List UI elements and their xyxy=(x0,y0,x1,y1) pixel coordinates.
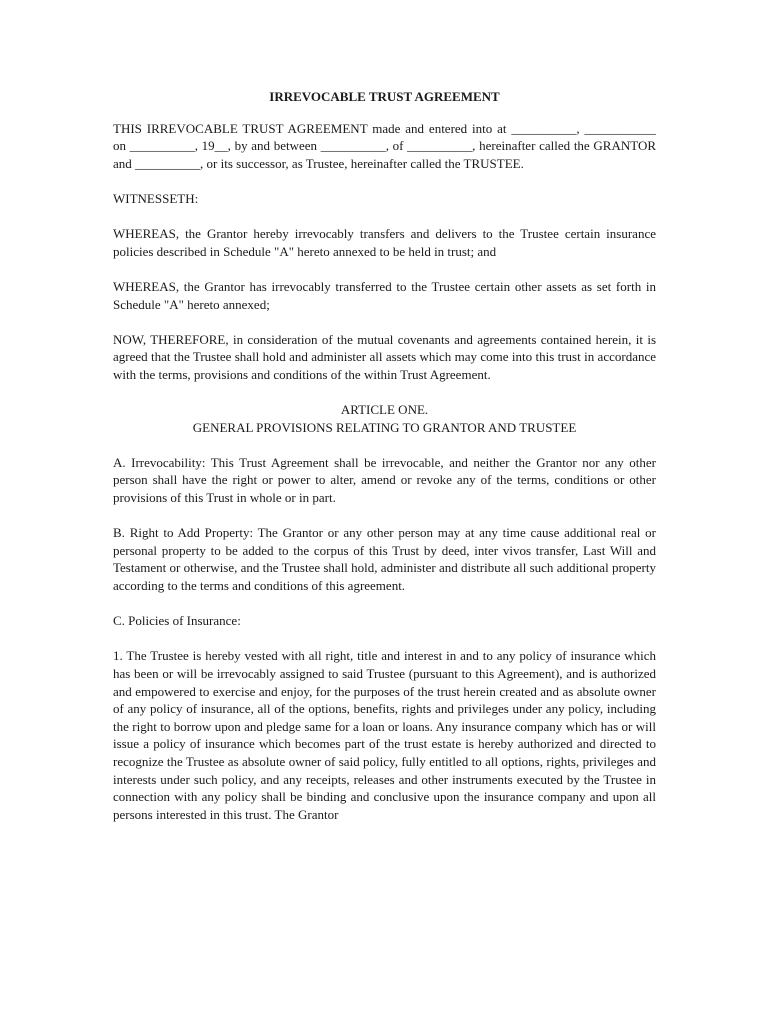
document-title: IRREVOCABLE TRUST AGREEMENT xyxy=(269,89,500,104)
document-page xyxy=(113,88,656,823)
article-title: GENERAL PROVISIONS RELATING TO GRANTOR AND TRUSTEE xyxy=(192,419,577,435)
paragraph-1-trustee-vested: 1. The Trustee is hereby vested with all right, title and interest in and to any policy of insurance which has been or will be irrevocably assigned to said Trustee (pursuant to this Agreement), and is authorized and empowered to exercise and enjoy, for the purposes of the trust herein created and as absolute owner of any policy of insurance, all of the options, benefits, rights and privileges under any policy, including the right to borrow upon and pledge same for a loan or loans. Any insurance company which has or will issue a policy of insurance which becomes part of the trust estate is hereby authorized and directed to recognize the Trustee as absolute owner of said policy, fully entitled to all options, rights, privileges and interests under such policy, and any receipts, releases and other instruments executed by the Trustee in connection with any policy shall be binding and conclusive upon the insurance company and upon all persons interested in this trust. The Grantor xyxy=(113,648,656,822)
section-b-right-to-add-property: B. Right to Add Property: The Grantor or any other person may at any time cause additional real or personal property to be added to the corpus of this Trust by deed, inter vivos transfer, Last Will and Testament or otherwise, and the Trustee shall hold, administer and distribute all such additional property according to the terms and conditions of this agreement. xyxy=(113,525,656,594)
now-therefore-paragraph: NOW, THEREFORE, in consideration of the mutual covenants and agreements contained herein, it is agreed that the Trustee shall hold and administer all assets which may come into this trust in accordance with the terms, provisions and conditions of the within Trust Agreement. xyxy=(113,331,656,382)
article-one-heading xyxy=(113,401,656,436)
witnesseth-heading: WITNESSETH: xyxy=(113,190,199,206)
section-c-policies-heading: C. Policies of Insurance: xyxy=(113,613,241,629)
whereas-paragraph-2: WHEREAS, the Grantor has irrevocably transferred to the Trustee certain other assets as set forth in Schedule "A" hereto annexed; xyxy=(113,278,656,312)
article-number: ARTICLE ONE. xyxy=(340,402,429,418)
section-a-irrevocability: A. Irrevocability: This Trust Agreement shall be irrevocable, and neither the Grantor nor any other person shall have the right or power to alter, amend or revoke any of the terms, conditions or other provisions of this Trust in whole or in part. xyxy=(113,454,656,506)
whereas-paragraph-1: WHEREAS, the Grantor hereby irrevocably transfers and delivers to the Trustee certain insurance policies described in Schedule "A" hereto annexed to be held in trust; and xyxy=(113,226,656,259)
intro-paragraph: THIS IRREVOCABLE TRUST AGREEMENT made and entered into at __________, ___________ on __________, 19__, by and between __________, of __________, hereinafter called the GRANTOR and __________, or its successor, as Trustee, hereinafter called the TRUSTEE. xyxy=(113,120,656,171)
